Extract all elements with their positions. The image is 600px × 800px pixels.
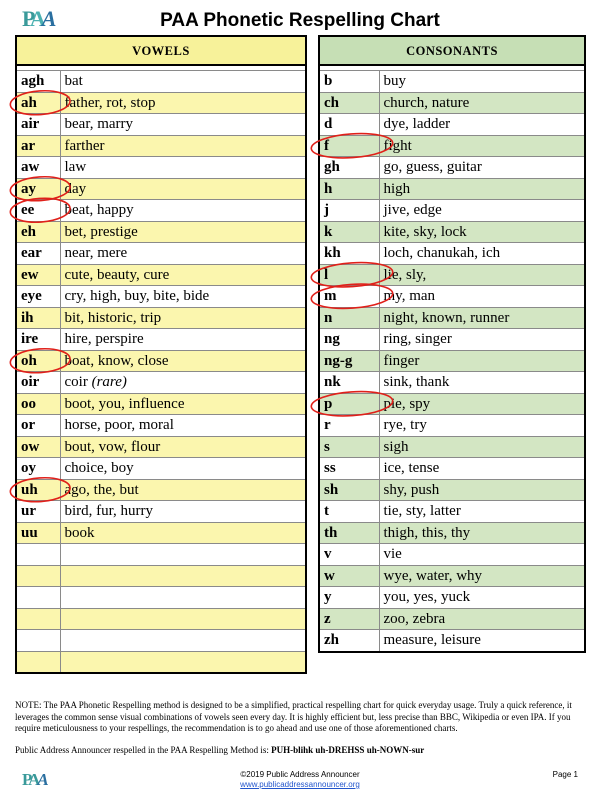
example-words — [60, 200, 306, 222]
vowels-row — [16, 350, 306, 372]
vowels-row — [16, 587, 306, 609]
vowels-table — [15, 35, 307, 674]
example-words — [379, 587, 585, 609]
sound-code: or — [16, 415, 60, 437]
sound-code: ur — [16, 501, 60, 523]
vowels-row — [16, 372, 306, 394]
examples-text: boot, you, influence — [64, 395, 185, 412]
example-words — [60, 458, 306, 480]
examples-text: kite, sky, lock — [383, 223, 467, 240]
example-words — [60, 651, 306, 673]
example-words — [60, 243, 306, 265]
examples-text: choice, boy — [64, 460, 134, 477]
examples-text: bit, historic, trip — [64, 309, 162, 326]
example-words — [379, 458, 585, 480]
example-words — [379, 608, 585, 630]
example-words — [379, 71, 585, 93]
vowels-row — [16, 630, 306, 652]
sound-code: uu — [16, 522, 60, 544]
example-words — [60, 114, 306, 136]
vowels-row — [16, 651, 306, 673]
sound-code: uh — [16, 479, 60, 501]
sound-code: ire — [16, 329, 60, 351]
respell-label: Public Address Announcer respelled in the PAA Respelling Method is: — [15, 745, 269, 755]
examples-text: go, guess, guitar — [383, 159, 482, 176]
example-words — [60, 372, 306, 394]
vowels-row — [16, 436, 306, 458]
examples-text: measure, leisure — [383, 632, 481, 649]
examples-text: day — [64, 180, 87, 197]
consonants-row — [319, 135, 585, 157]
example-words — [379, 630, 585, 652]
vowels-row — [16, 415, 306, 437]
example-words — [60, 415, 306, 437]
example-words — [60, 307, 306, 329]
consonants-row — [319, 221, 585, 243]
sound-code: n — [319, 307, 379, 329]
vowels-row — [16, 479, 306, 501]
sound-code: t — [319, 501, 379, 523]
sound-code: ow — [16, 436, 60, 458]
examples-text: rye, try — [383, 417, 427, 434]
sound-code: l — [319, 264, 379, 286]
consonants-row — [319, 264, 585, 286]
sound-code: ew — [16, 264, 60, 286]
examples-note: (rare) — [91, 374, 127, 391]
examples-text: ring, singer — [383, 331, 452, 348]
example-words — [60, 522, 306, 544]
consonants-row — [319, 522, 585, 544]
sound-code: th — [319, 522, 379, 544]
consonants-row — [319, 200, 585, 222]
examples-text: church, nature — [383, 94, 470, 111]
consonants-row — [319, 243, 585, 265]
example-words — [379, 415, 585, 437]
consonants-row — [319, 307, 585, 329]
sound-code: b — [319, 71, 379, 93]
consonants-row — [319, 114, 585, 136]
example-words — [379, 329, 585, 351]
examples-text: tie, sty, latter — [383, 503, 461, 520]
sound-code: h — [319, 178, 379, 200]
sound-code: ih — [16, 307, 60, 329]
sound-code — [16, 565, 60, 587]
vowels-row — [16, 114, 306, 136]
example-words — [379, 544, 585, 566]
example-words — [60, 350, 306, 372]
sound-code: s — [319, 436, 379, 458]
examples-text: hire, perspire — [64, 331, 144, 348]
examples-text: ago, the, but — [64, 481, 139, 498]
example-words — [379, 372, 585, 394]
sound-code: ay — [16, 178, 60, 200]
examples-text: my, man — [383, 288, 436, 305]
sound-code — [16, 544, 60, 566]
example-words — [379, 157, 585, 179]
vowels-row — [16, 522, 306, 544]
vowels-row — [16, 501, 306, 523]
examples-text: cute, beauty, cure — [64, 266, 170, 283]
sound-code: kh — [319, 243, 379, 265]
consonants-row — [319, 565, 585, 587]
sound-code: eh — [16, 221, 60, 243]
consonants-row — [319, 436, 585, 458]
sound-code: d — [319, 114, 379, 136]
example-words — [379, 286, 585, 308]
consonants-row — [319, 286, 585, 308]
respelling-example — [15, 745, 585, 755]
vowels-row — [16, 243, 306, 265]
example-words — [60, 630, 306, 652]
example-words — [379, 178, 585, 200]
sound-code — [16, 651, 60, 673]
website-link[interactable]: www.publicaddressannouncer.org — [240, 780, 360, 789]
examples-text: father, rot, stop — [64, 94, 156, 111]
sound-code: ar — [16, 135, 60, 157]
sound-code — [16, 608, 60, 630]
example-words — [60, 608, 306, 630]
examples-text: ice, tense — [383, 460, 440, 477]
sound-code: r — [319, 415, 379, 437]
vowels-row — [16, 71, 306, 93]
examples-text: lie, sly, — [383, 266, 427, 283]
paa-logo: PAA — [22, 6, 53, 31]
example-words — [60, 393, 306, 415]
examples-text: bat — [64, 73, 83, 90]
example-words — [379, 200, 585, 222]
vowels-row — [16, 608, 306, 630]
sound-code: gh — [319, 157, 379, 179]
example-words — [60, 587, 306, 609]
consonants-table — [318, 35, 586, 653]
sound-code: ng — [319, 329, 379, 351]
example-words — [60, 544, 306, 566]
examples-text: bear, marry — [64, 116, 134, 133]
example-words — [379, 264, 585, 286]
sound-code: aw — [16, 157, 60, 179]
vowels-row — [16, 92, 306, 114]
example-words — [379, 479, 585, 501]
vowels-row — [16, 544, 306, 566]
sound-code: v — [319, 544, 379, 566]
example-words — [379, 307, 585, 329]
consonants-row — [319, 329, 585, 351]
sound-code: w — [319, 565, 379, 587]
vowels-row — [16, 393, 306, 415]
example-words — [60, 221, 306, 243]
examples-text: pie, spy — [383, 395, 431, 412]
examples-text: near, mere — [64, 245, 128, 262]
examples-text: high — [383, 180, 411, 197]
sound-code: ss — [319, 458, 379, 480]
consonants-row — [319, 479, 585, 501]
example-words — [60, 178, 306, 200]
consonants-row — [319, 350, 585, 372]
sound-code — [16, 587, 60, 609]
vowels-row — [16, 157, 306, 179]
example-words — [60, 501, 306, 523]
sound-code: air — [16, 114, 60, 136]
sound-code: p — [319, 393, 379, 415]
vowels-row — [16, 178, 306, 200]
example-words — [379, 92, 585, 114]
examples-text: fight — [383, 137, 412, 154]
consonants-row — [319, 92, 585, 114]
consonants-row — [319, 71, 585, 93]
examples-text: shy, push — [383, 481, 440, 498]
consonants-row — [319, 501, 585, 523]
page-title: PAA Phonetic Respelling Chart — [160, 10, 440, 31]
sound-code: ah — [16, 92, 60, 114]
examples-text: law — [64, 159, 87, 176]
sound-code: nk — [319, 372, 379, 394]
examples-text: buy — [383, 73, 406, 90]
sound-code: oh — [16, 350, 60, 372]
vowels-row — [16, 221, 306, 243]
examples-text: horse, poor, moral — [64, 417, 174, 434]
footnote: NOTE: The PAA Phonetic Respelling method is designed to be a simplified, practical respelling chart for quick everyday usage. Truly a quick reference, it leverages the common sense visual combinations of vowels seen every day. It is highly efficient but, less precise than BBC, Wikipedia or even IPA. If you require meticulousness to your respellings, the recommendation is to go ahead and use one of those aforementioned charts. — [15, 700, 572, 733]
sound-code: ear — [16, 243, 60, 265]
sound-code: oy — [16, 458, 60, 480]
example-words — [379, 243, 585, 265]
sound-code: ee — [16, 200, 60, 222]
sound-code: ch — [319, 92, 379, 114]
consonants-row — [319, 587, 585, 609]
example-words — [60, 264, 306, 286]
example-words — [60, 479, 306, 501]
example-words — [379, 350, 585, 372]
examples-text: beat, happy — [64, 202, 134, 219]
sound-code: oir — [16, 372, 60, 394]
copyright-block — [0, 770, 600, 790]
consonants-row — [319, 157, 585, 179]
vowels-row — [16, 200, 306, 222]
sound-code: k — [319, 221, 379, 243]
consonants-row — [319, 630, 585, 652]
example-words — [379, 565, 585, 587]
page-number: Page 1 — [552, 770, 578, 779]
examples-text: dye, ladder — [383, 116, 451, 133]
consonants-row — [319, 178, 585, 200]
respell-value: PUH-blihk uh-DREHSS uh-NOWN-sur — [271, 745, 425, 755]
vowels-row — [16, 307, 306, 329]
examples-text: wye, water, why — [383, 567, 483, 584]
examples-text: jive, edge — [383, 202, 442, 219]
sound-code: f — [319, 135, 379, 157]
vowels-row — [16, 264, 306, 286]
sound-code: j — [319, 200, 379, 222]
sound-code: zh — [319, 630, 379, 652]
example-words — [379, 522, 585, 544]
example-words — [60, 329, 306, 351]
examples-text: thigh, this, thy — [383, 524, 471, 541]
example-words — [379, 114, 585, 136]
examples-text: farther — [64, 137, 105, 154]
example-words — [379, 436, 585, 458]
examples-text: you, yes, yuck — [383, 589, 471, 606]
vowels-row — [16, 135, 306, 157]
example-words — [379, 501, 585, 523]
sound-code: oo — [16, 393, 60, 415]
examples-text: night, known, runner — [383, 309, 510, 326]
example-words — [379, 393, 585, 415]
example-words — [60, 92, 306, 114]
examples-text: bet, prestige — [64, 223, 138, 240]
examples-text: sink, thank — [383, 374, 450, 391]
examples-text: cry, high, buy, bite, bide — [64, 288, 210, 305]
copyright-text: ©2019 Public Address Announcer — [240, 770, 360, 779]
sound-code: y — [319, 587, 379, 609]
example-words — [60, 135, 306, 157]
consonants-row — [319, 458, 585, 480]
sound-code: agh — [16, 71, 60, 93]
example-words — [60, 565, 306, 587]
examples-text: loch, chanukah, ich — [383, 245, 501, 262]
examples-text: sigh — [383, 438, 409, 455]
vowels-row — [16, 458, 306, 480]
vowels-heading: VOWELS — [16, 36, 306, 65]
example-words — [60, 436, 306, 458]
consonants-row — [319, 544, 585, 566]
examples-text: zoo, zebra — [383, 610, 446, 627]
sound-code: sh — [319, 479, 379, 501]
sound-code — [16, 630, 60, 652]
vowels-row — [16, 286, 306, 308]
examples-text: finger — [383, 352, 420, 369]
examples-text: bout, vow, flour — [64, 438, 161, 455]
examples-text: book — [64, 524, 95, 541]
sound-code: m — [319, 286, 379, 308]
consonants-row — [319, 372, 585, 394]
footer-logo: PAA — [22, 770, 46, 789]
consonants-row — [319, 608, 585, 630]
examples-text: coir — [64, 374, 88, 391]
sound-code: ng-g — [319, 350, 379, 372]
vowels-row — [16, 329, 306, 351]
sound-code: z — [319, 608, 379, 630]
examples-text: vie — [383, 546, 402, 563]
example-words — [60, 71, 306, 93]
vowels-row — [16, 565, 306, 587]
example-words — [60, 157, 306, 179]
example-words — [379, 221, 585, 243]
examples-text: boat, know, close — [64, 352, 169, 369]
consonants-row — [319, 393, 585, 415]
sound-code: eye — [16, 286, 60, 308]
examples-text: bird, fur, hurry — [64, 503, 154, 520]
consonants-heading: CONSONANTS — [319, 36, 585, 65]
example-words — [60, 286, 306, 308]
example-words — [379, 135, 585, 157]
consonants-row — [319, 415, 585, 437]
